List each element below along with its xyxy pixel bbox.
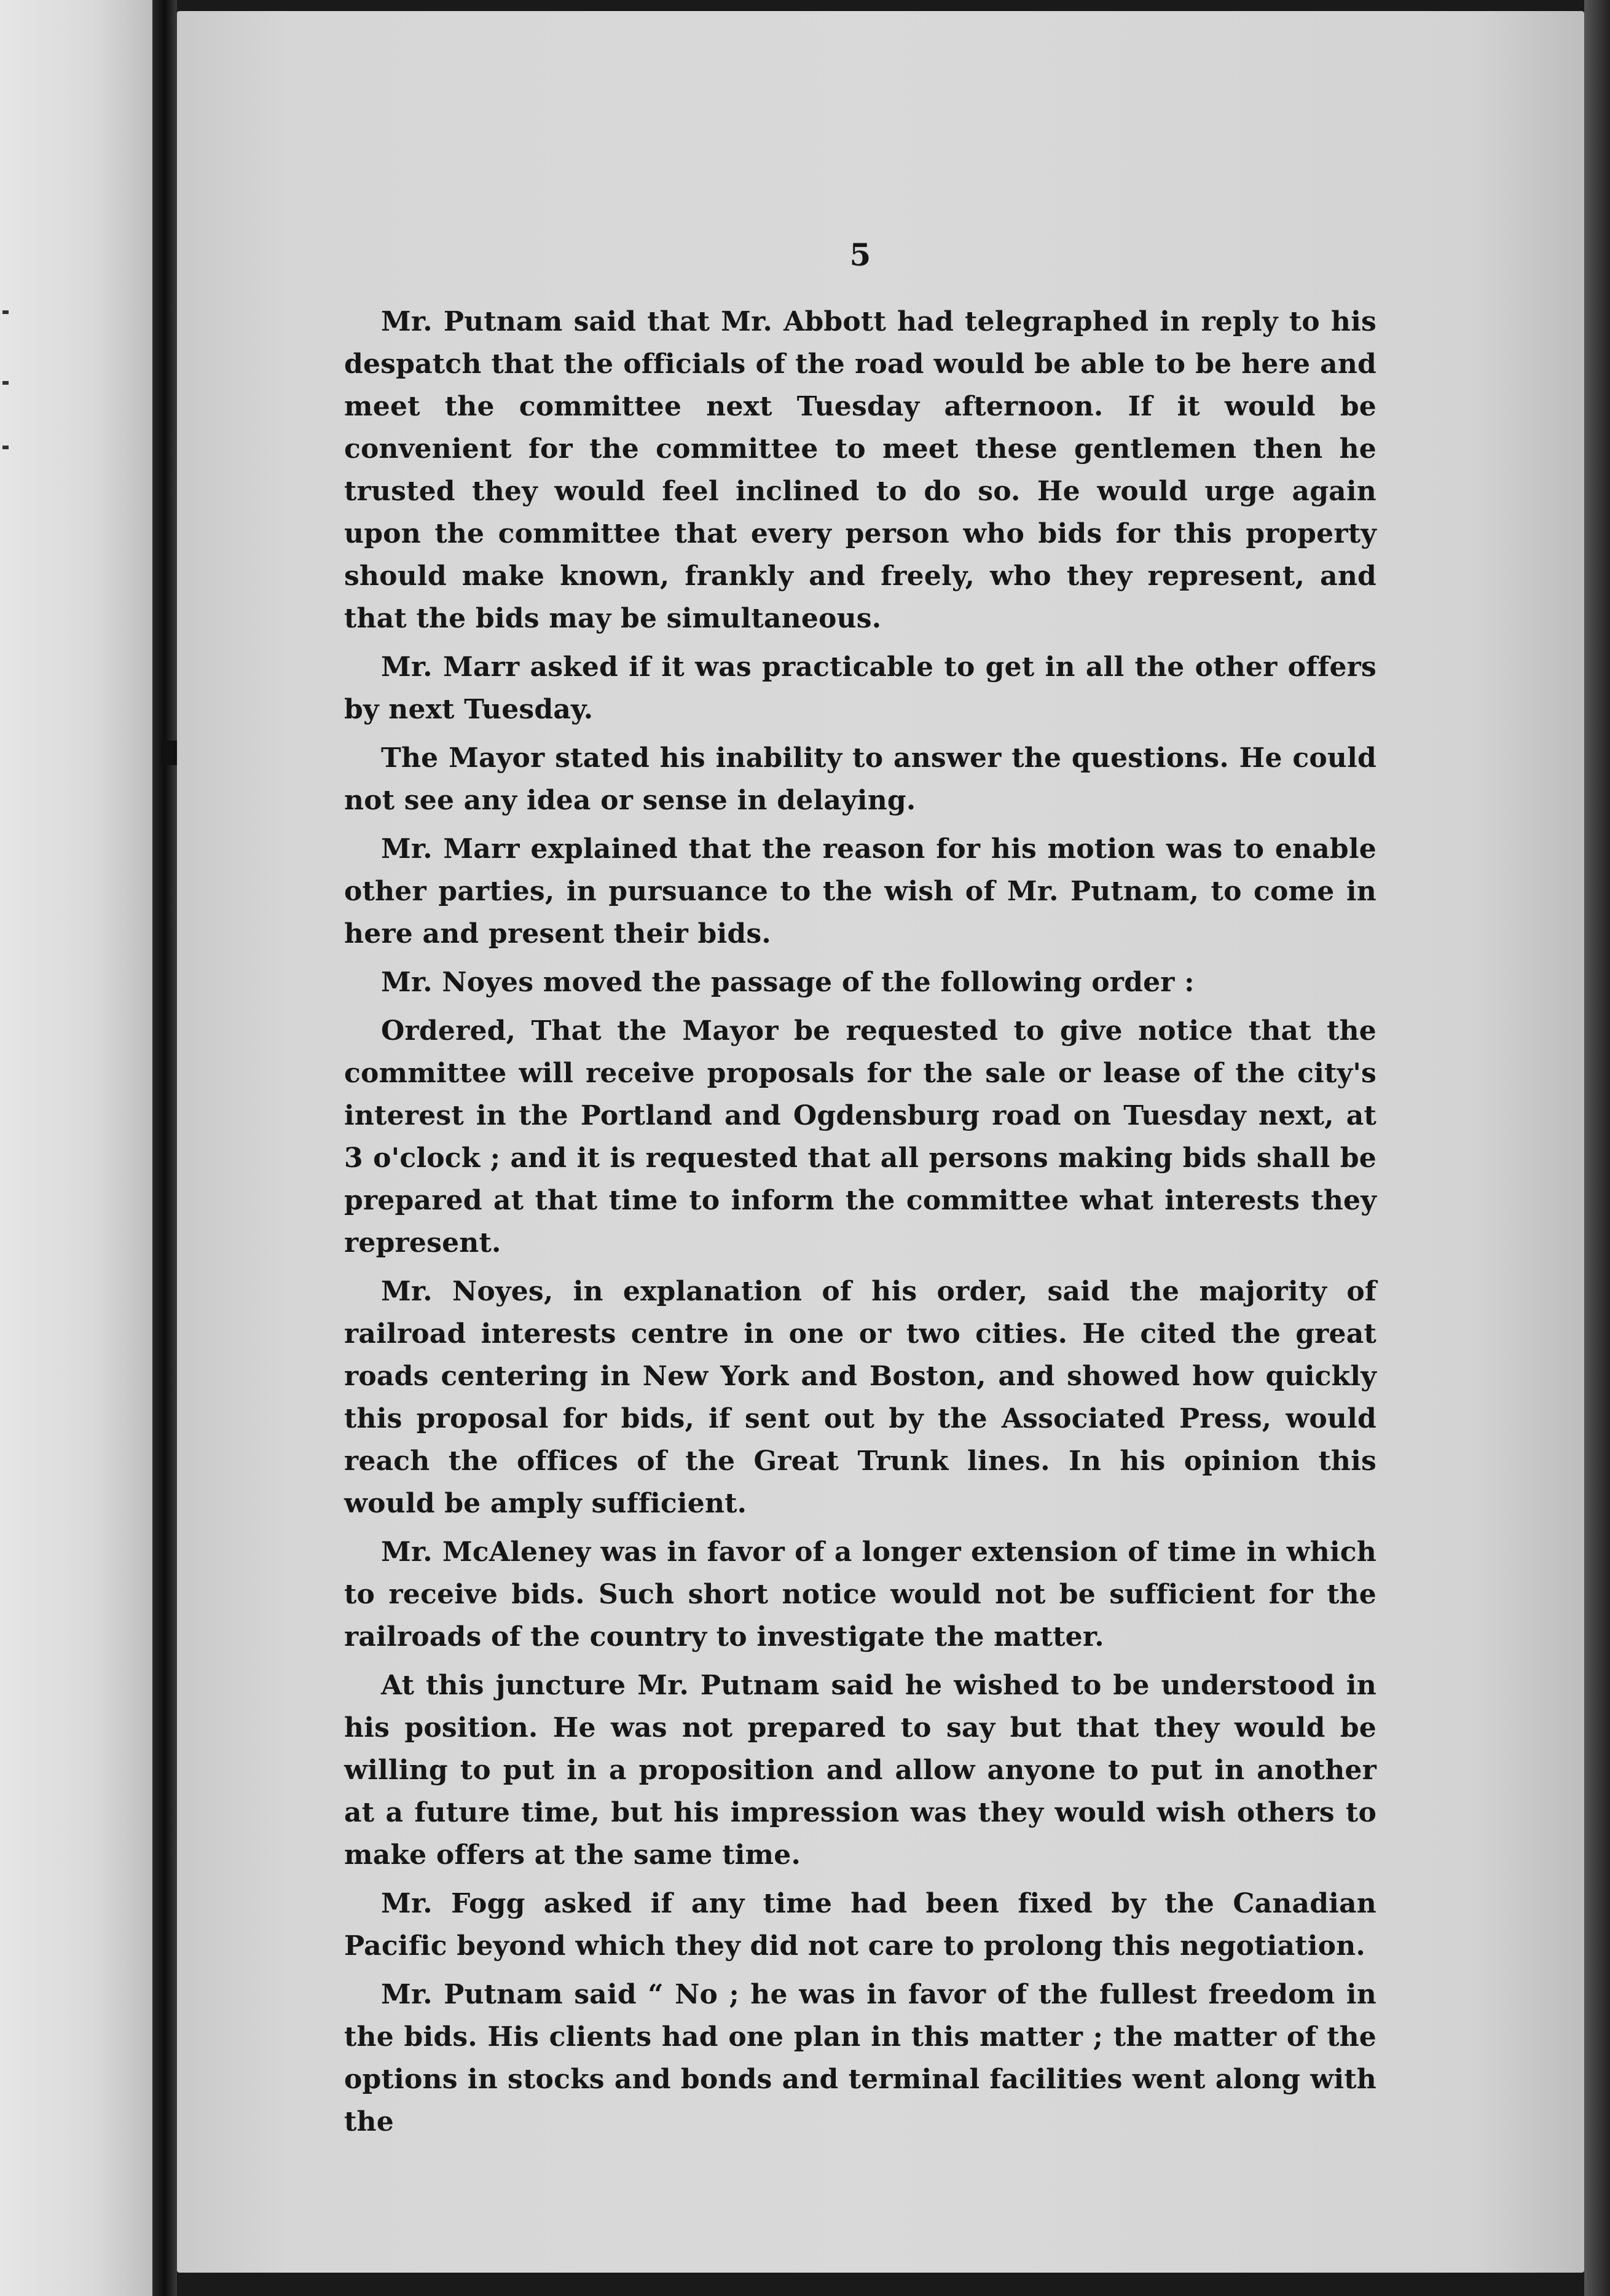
- paragraph: Mr. Noyes, in explanation of his order, said the majority of railroad interests centre in one or two cities. He cited the great roads centering in New York and Boston, and showed how quickly this proposal for bids, if sent out by the Associated Press, would reach the offices of the Great Trunk lines. In his opinion this would be amply sufficient.: [344, 1276, 1376, 1519]
- facing-page-fragment: [2, 381, 9, 385]
- paragraph: The Mayor stated his inability to answer the questions. He could not see any idea or sense in delaying.: [344, 742, 1376, 816]
- page-number: 5: [849, 237, 871, 273]
- facing-page-fragment: [2, 310, 9, 314]
- paragraph: Mr. Noyes moved the passage of the following order :: [381, 967, 1195, 998]
- paragraph: Mr. Fogg asked if any time had been fixed by the Canadian Pacific beyond which they did not care to prolong this negotiation.: [344, 1888, 1376, 1962]
- page-edge: [1584, 0, 1610, 2296]
- page-text: [344, 234, 1376, 2149]
- paragraph: Mr. Putnam said that Mr. Abbott had telegraphed in reply to his despatch that the officials of the road would be able to be here and meet the committee next Tuesday afternoon. If it would be convenient for the committee to meet these gentlemen then he trusted they would feel inclined to do so. He would urge again upon the committee that every person who bids for this property should make known, frankly and freely, who they represent, and that the bids may be simultaneous.: [344, 306, 1376, 634]
- paragraph: At this juncture Mr. Putnam said he wished to be understood in his position. He was not prepared to say but that they would be willing to put in a proposition and allow anyone to put in another at a future time, but his impression was they would wish others to make offers at the same time.: [344, 1670, 1376, 1871]
- paragraph: Mr. Putnam said “ No ; he was in favor of the fullest freedom in the bids. His clients had one plan in this matter ; the matter of the options in stocks and bonds and terminal facilities went along with the: [344, 1979, 1376, 2137]
- paragraph: Mr. Marr explained that the reason for his motion was to enable other parties, in pursuance to the wish of Mr. Putnam, to come in here and present their bids.: [344, 833, 1376, 949]
- paragraph: Ordered, That the Mayor be requested to give notice that the committee will receive proposals for the sale or lease of the city's interest in the Portland and Ogdensburg road on Tuesday next, at 3 o'clock ; and it is requested that all persons making bids shall be prepared at that time to inform the committee what interests they represent.: [344, 1015, 1376, 1259]
- facing-page-strip: [0, 0, 154, 2296]
- paragraph: Mr. McAleney was in favor of a longer extension of time in which to receive bids. Such short notice would not be sufficient for the railroads of the country to investigate the matter.: [344, 1536, 1376, 1653]
- facing-page-fragment: [2, 446, 9, 449]
- paragraph: Mr. Marr asked if it was practicable to get in all the other offers by next Tuesday.: [344, 651, 1376, 725]
- binding-gutter: [152, 0, 177, 2296]
